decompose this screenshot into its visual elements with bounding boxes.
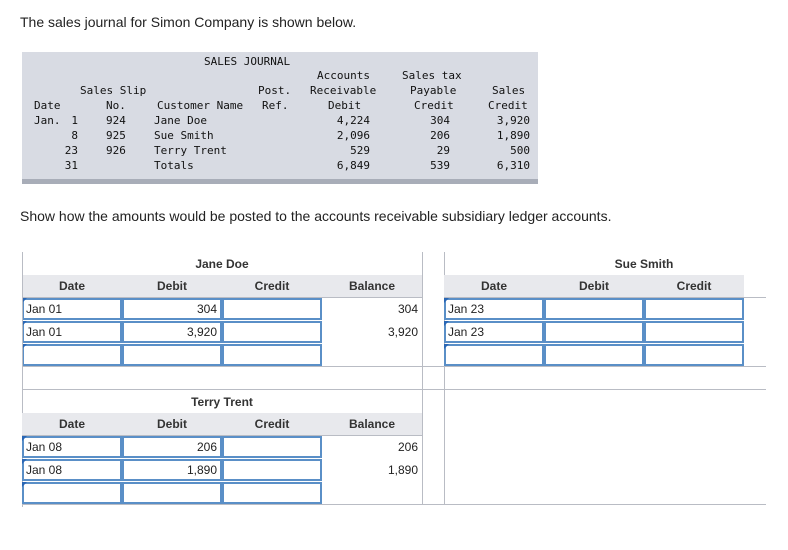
row-customer: Jane Doe <box>154 114 207 127</box>
debit-field[interactable] <box>122 321 222 343</box>
row-day: 31 <box>64 159 78 172</box>
col-debit: Debit <box>122 275 222 297</box>
col-date: Date <box>22 413 122 435</box>
balance-value: 206 <box>397 440 418 454</box>
ledger-title: Sue Smith <box>614 257 674 271</box>
credit-field[interactable] <box>644 298 744 320</box>
col-credit: Credit <box>644 275 744 297</box>
debit-field[interactable] <box>544 298 644 320</box>
date-field[interactable] <box>22 482 122 504</box>
col-credit: Credit <box>222 275 322 297</box>
journal-bottom-bar <box>22 179 538 184</box>
intro-text: The sales journal for Simon Company is shown below. <box>20 14 357 30</box>
credit-field[interactable] <box>222 344 322 366</box>
hdr-slip-2: No. <box>106 99 126 112</box>
divider <box>22 435 422 436</box>
hdr-post-1: Post. <box>258 84 292 97</box>
date-field[interactable] <box>22 459 122 481</box>
col-date: Date <box>444 275 544 297</box>
row-slip: 925 <box>106 129 126 142</box>
hdr-tax-2: Payable <box>410 84 457 97</box>
date-field[interactable] <box>444 321 544 343</box>
row-sales: 500 <box>510 144 530 157</box>
date-field[interactable] <box>444 344 544 366</box>
debit-field[interactable] <box>122 482 222 504</box>
date-value: Jan 08 <box>26 440 63 454</box>
debit-value: 304 <box>196 302 217 316</box>
row-customer: Totals <box>154 159 194 172</box>
debit-field[interactable] <box>122 298 222 320</box>
hdr-sales-1: Sales <box>492 84 526 97</box>
divider <box>22 366 766 367</box>
debit-field[interactable] <box>122 436 222 458</box>
hdr-ar-3: Debit <box>328 99 362 112</box>
date-field[interactable] <box>22 321 122 343</box>
row-ar: 4,224 <box>336 114 370 127</box>
hdr-slip-1: Sales Slip <box>80 84 147 97</box>
row-customer: Terry Trent <box>154 144 227 157</box>
row-sales: 1,890 <box>496 129 530 142</box>
hdr-post-2: Ref. <box>262 99 289 112</box>
row-month: Jan. <box>34 114 61 127</box>
journal-title: SALES JOURNAL <box>204 55 291 68</box>
row-slip: 924 <box>106 114 126 127</box>
credit-field[interactable] <box>222 482 322 504</box>
sales-journal <box>22 52 538 184</box>
date-field[interactable] <box>444 298 544 320</box>
row-sales: 3,920 <box>496 114 530 127</box>
date-value: Jan 01 <box>26 325 63 339</box>
date-field[interactable] <box>22 436 122 458</box>
row-day: 1 <box>71 114 78 127</box>
debit-field[interactable] <box>544 321 644 343</box>
debit-value: 1,890 <box>186 463 217 477</box>
row-sales: 6,310 <box>496 159 530 172</box>
hdr-tax-1: Sales tax <box>402 69 462 82</box>
hdr-customer: Customer Name <box>157 99 244 112</box>
date-value: Jan 01 <box>26 302 63 316</box>
divider <box>22 389 766 390</box>
balance-cell <box>322 298 422 320</box>
debit-value: 3,920 <box>186 325 217 339</box>
balance-value: 1,890 <box>387 463 418 477</box>
row-ar: 6,849 <box>336 159 370 172</box>
col-debit: Debit <box>544 275 644 297</box>
debit-field[interactable] <box>122 459 222 481</box>
date-value: Jan 23 <box>448 325 485 339</box>
credit-field[interactable] <box>222 459 322 481</box>
question-text: Show how the amounts would be posted to the accounts receivable subsidiary ledger accounts. <box>20 208 612 224</box>
balance-value: 3,920 <box>387 325 418 339</box>
hdr-sales-2: Credit <box>488 99 528 112</box>
hdr-ar-2: Receivable <box>310 84 377 97</box>
divider <box>422 390 423 505</box>
credit-field[interactable] <box>222 321 322 343</box>
row-slip: 926 <box>106 144 126 157</box>
row-day: 8 <box>71 129 78 142</box>
hdr-tax-3: Credit <box>414 99 454 112</box>
divider <box>444 297 766 298</box>
divider <box>444 390 445 505</box>
ledger-title: Jane Doe <box>195 257 249 271</box>
date-field[interactable] <box>22 298 122 320</box>
balance-cell <box>322 321 422 343</box>
divider <box>22 504 766 505</box>
credit-field[interactable] <box>644 321 744 343</box>
col-date: Date <box>22 275 122 297</box>
row-customer: Sue Smith <box>154 129 214 142</box>
debit-value: 206 <box>196 440 217 454</box>
date-field[interactable] <box>22 344 122 366</box>
balance-value: 304 <box>397 302 418 316</box>
balance-cell <box>322 436 422 458</box>
date-value: Jan 23 <box>448 302 485 316</box>
row-ar: 529 <box>350 144 370 157</box>
hdr-ar-1: Accounts <box>317 69 370 82</box>
debit-field[interactable] <box>544 344 644 366</box>
date-value: Jan 08 <box>26 463 63 477</box>
col-debit: Debit <box>122 413 222 435</box>
credit-field[interactable] <box>222 436 322 458</box>
row-tax: 206 <box>430 129 450 142</box>
row-ar: 2,096 <box>336 129 370 142</box>
row-day: 23 <box>64 144 78 157</box>
col-balance: Balance <box>322 275 422 297</box>
col-credit: Credit <box>222 413 322 435</box>
row-tax: 29 <box>436 144 450 157</box>
divider <box>22 297 422 298</box>
ledger-title: Terry Trent <box>191 395 253 409</box>
row-tax: 539 <box>430 159 450 172</box>
debit-field[interactable] <box>122 344 222 366</box>
hdr-date: Date <box>34 99 61 112</box>
credit-field[interactable] <box>222 298 322 320</box>
divider <box>422 252 423 390</box>
credit-field[interactable] <box>644 344 744 366</box>
col-balance: Balance <box>322 413 422 435</box>
balance-cell <box>322 459 422 481</box>
row-tax: 304 <box>430 114 450 127</box>
